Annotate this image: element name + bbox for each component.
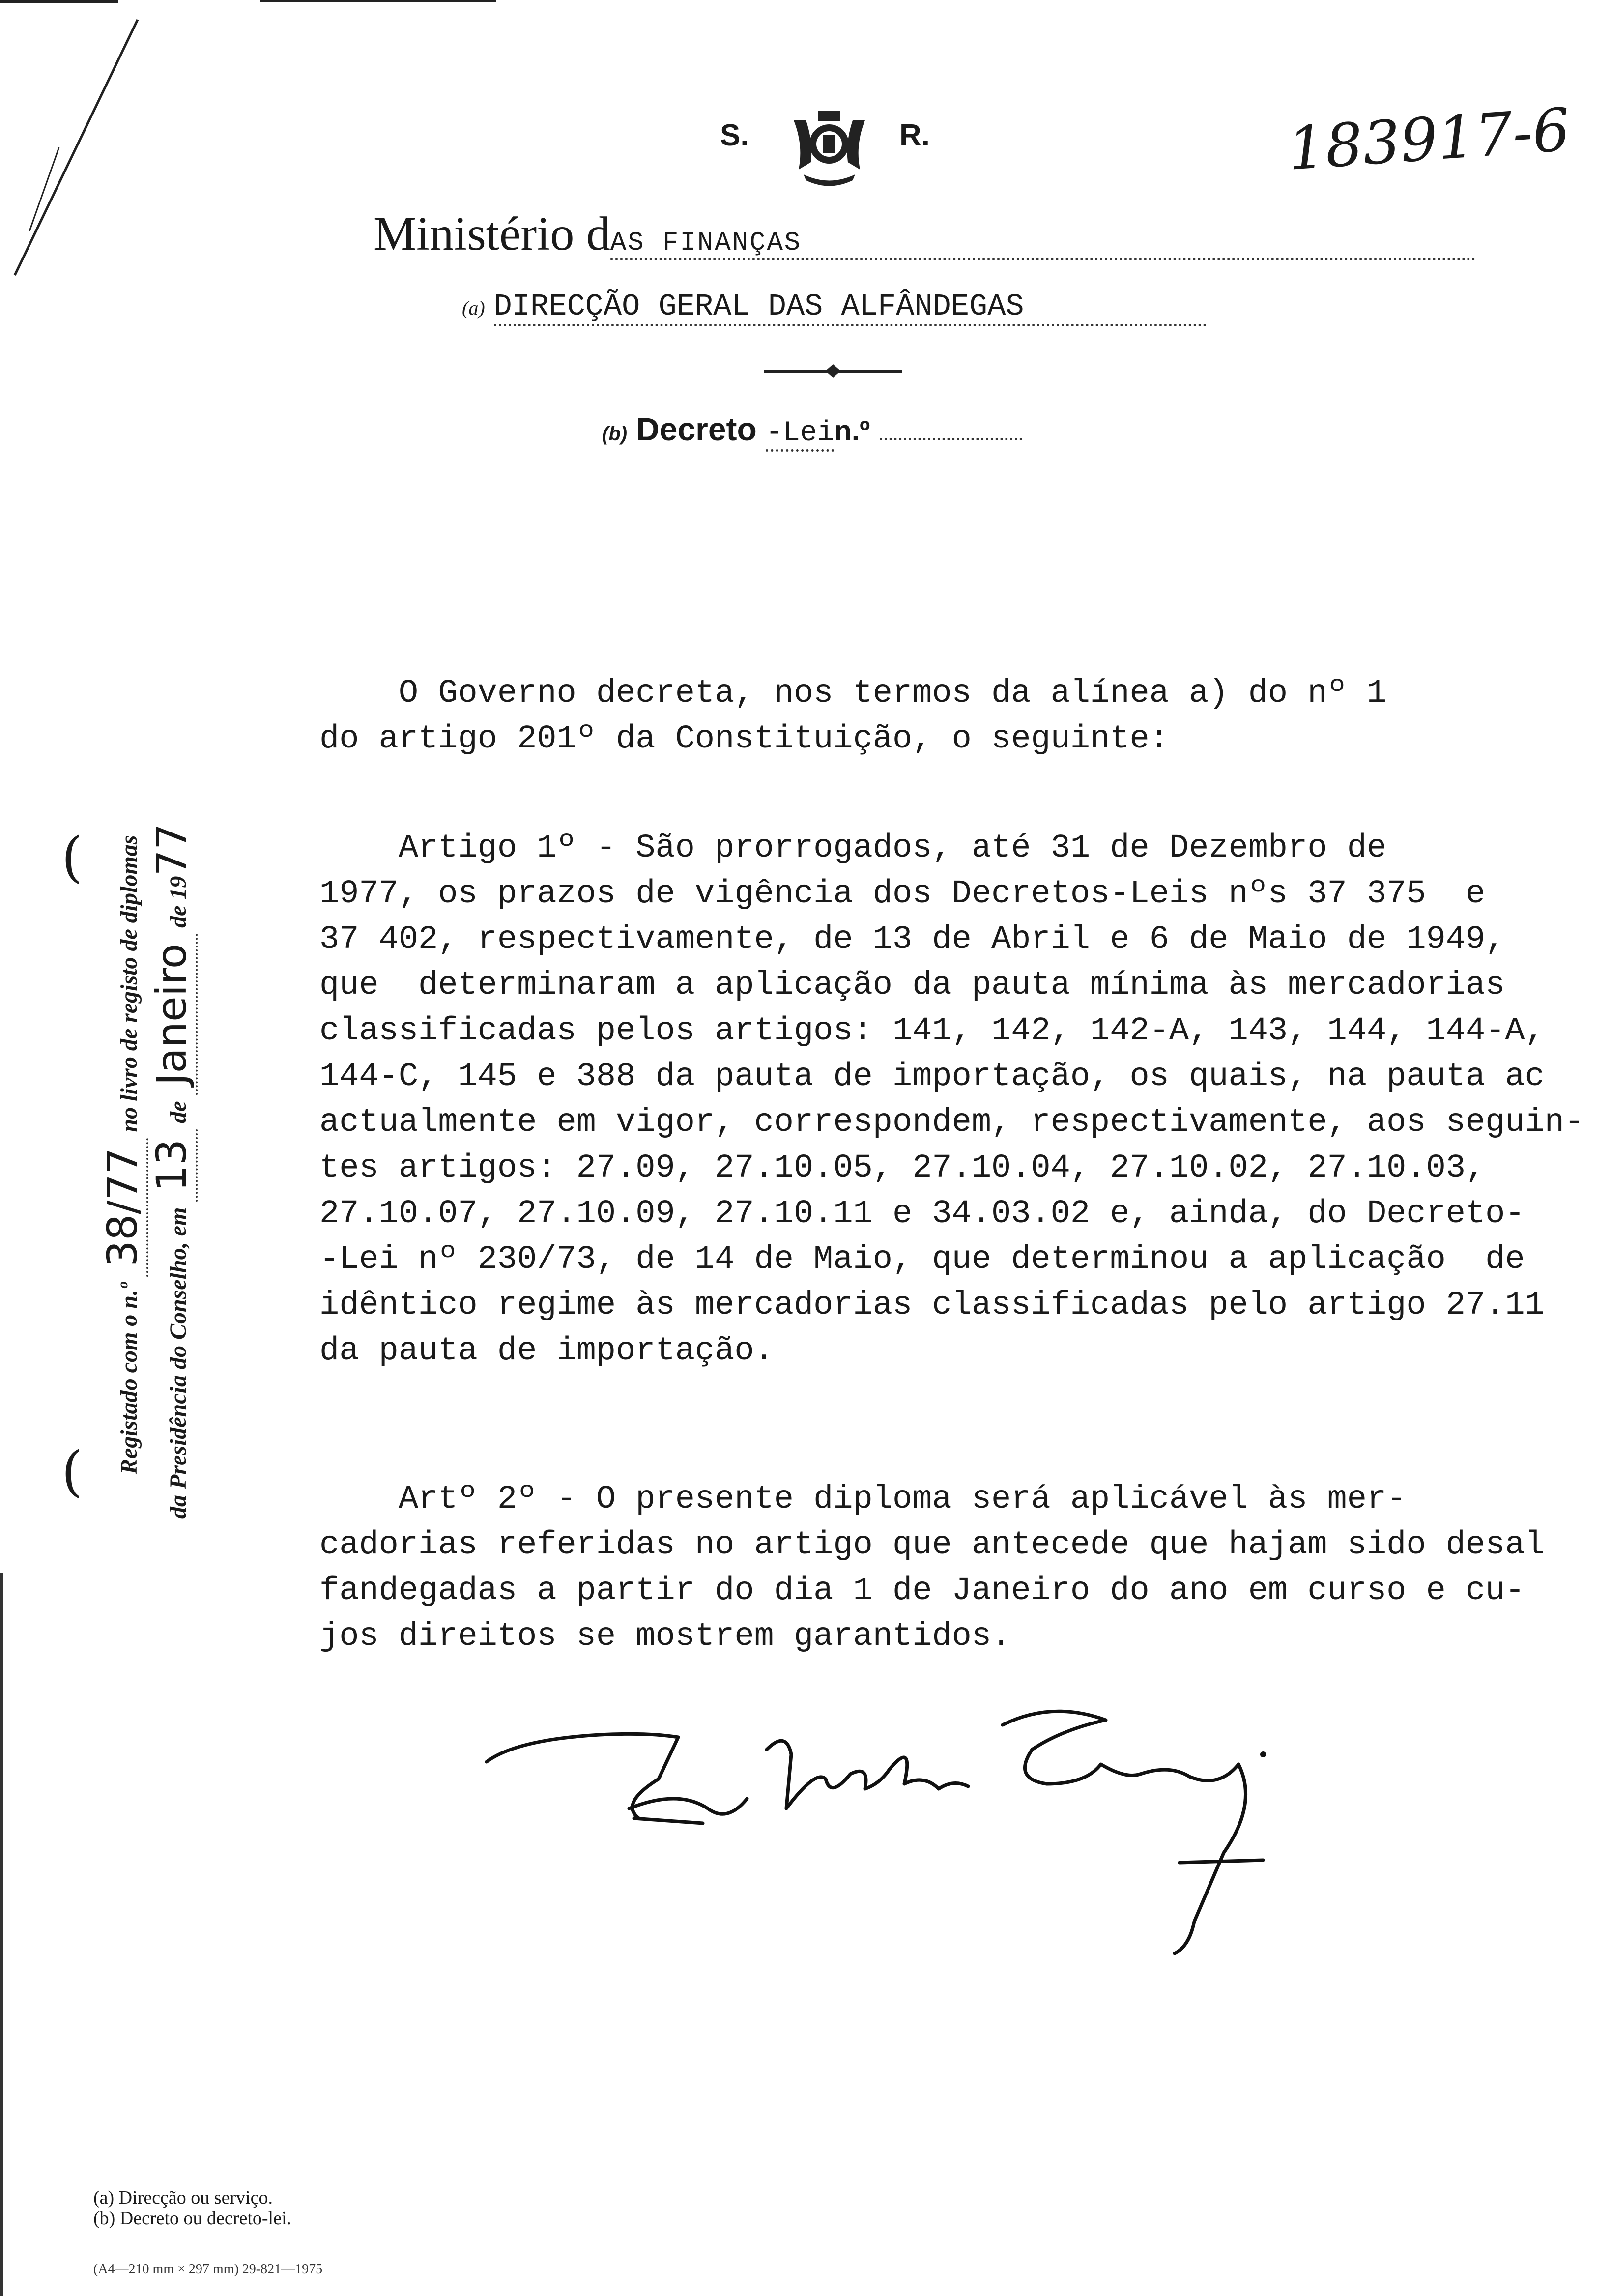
- margin-paren-open: (: [61, 826, 83, 889]
- margin-text-de: de: [165, 1101, 191, 1123]
- footnote-b: (b) Decreto ou decreto-lei.: [93, 2208, 292, 2229]
- ministry-prefix: Ministério d: [374, 207, 610, 260]
- left-edge-shadow: [0, 1573, 3, 2296]
- article-2-paragraph: Artº 2º - O presente diploma será aplicável às mer- cadorias referidas no artigo que antecede que hajam sido desal fandegadas a partir do dia 1 de Janeiro do ano em curso e cu- jos direitos se mostrem garantidos.: [319, 1481, 1545, 1655]
- coat-of-arms-icon: [784, 101, 875, 187]
- article-2: [319, 1477, 1545, 1660]
- margin-text-livro: no livro de registo de diplomas: [116, 835, 142, 1132]
- ministry-heading: [374, 206, 1475, 261]
- margin-register-line-2: [147, 824, 196, 1519]
- margin-register-number: 38/77: [98, 1138, 148, 1277]
- margin-register-day: 13: [147, 1129, 198, 1202]
- margin-text-year-prefix: de 19: [165, 876, 191, 928]
- handwritten-signature: [472, 1691, 1366, 1966]
- paper-format-note: (A4—210 mm × 297 mm) 29-821—1975: [93, 2262, 323, 2277]
- decreto-number-blank: [880, 438, 1022, 440]
- article-1: [319, 826, 1584, 1374]
- margin-paren-close: (: [61, 1440, 83, 1503]
- direccao-line: [462, 287, 1207, 326]
- corner-pen-stroke: [0, 0, 157, 305]
- decreto-label: Decreto: [636, 411, 757, 447]
- diamond-divider: [764, 361, 902, 381]
- decreto-number-label: n.º: [834, 415, 870, 447]
- article-1-paragraph: Artigo 1º - São prorrogados, até 31 de Dezembro de 1977, os prazos de vigência dos Decretos-Leis nºs 37 375 e 37 402, respectivamente, de 13 de Abril e 6 de Maio de 1949, que determinaram a aplicação da pauta mínima às mercadorias classificadas pelos artigos: 141, 142, 142-A, 143, 144, 144-A, 144-C, 145 e 388 da pauta de importação, os quais, na pauta ac actualmente em vigor, correspondem, respectivamente, aos seguin- tes artigos: 27.09, 27.10.05, 27.10.04, 27.10.02, 27.10.03, 27.10.07, 27.10.09, 27.10.11 e 34.03.02 e, ainda, do Decreto- -Lei nº 230/73, de 14 de Maio, que determinou a aplicação de idêntico regime às mercadorias classificadas pelo artigo 27.11 da pauta de importação.: [319, 830, 1584, 1370]
- direccao-name: DIRECÇÃO GERAL DAS ALFÂNDEGAS: [494, 289, 1207, 326]
- margin-register-month: Janeiro: [147, 934, 198, 1095]
- initial-s: S.: [720, 118, 749, 152]
- decree-intro: [319, 671, 1386, 762]
- margin-text-presidencia: da Presidência do Conselho, em: [165, 1207, 191, 1519]
- margin-register-line-1: [98, 835, 146, 1474]
- margin-text-registado: Registado com o n.º: [116, 1282, 142, 1474]
- decreto-line: [602, 410, 1022, 449]
- decreto-tag: (b): [602, 423, 628, 445]
- handwritten-reference-number: 183917-6: [1285, 96, 1573, 184]
- direccao-tag: (a): [462, 297, 485, 319]
- footnote-a: (a) Direcção ou serviço.: [93, 2187, 273, 2208]
- margin-register-year: 77: [147, 823, 196, 876]
- initial-r: R.: [899, 118, 930, 152]
- ministry-name: AS FINANÇAS: [610, 228, 1475, 260]
- top-edge-rule-2: [260, 0, 496, 2]
- intro-paragraph: O Governo decreta, nos termos da alínea a) do nº 1 do artigo 201º da Constituição, o seguinte:: [319, 675, 1387, 758]
- decreto-suffix: -Lei: [766, 417, 834, 452]
